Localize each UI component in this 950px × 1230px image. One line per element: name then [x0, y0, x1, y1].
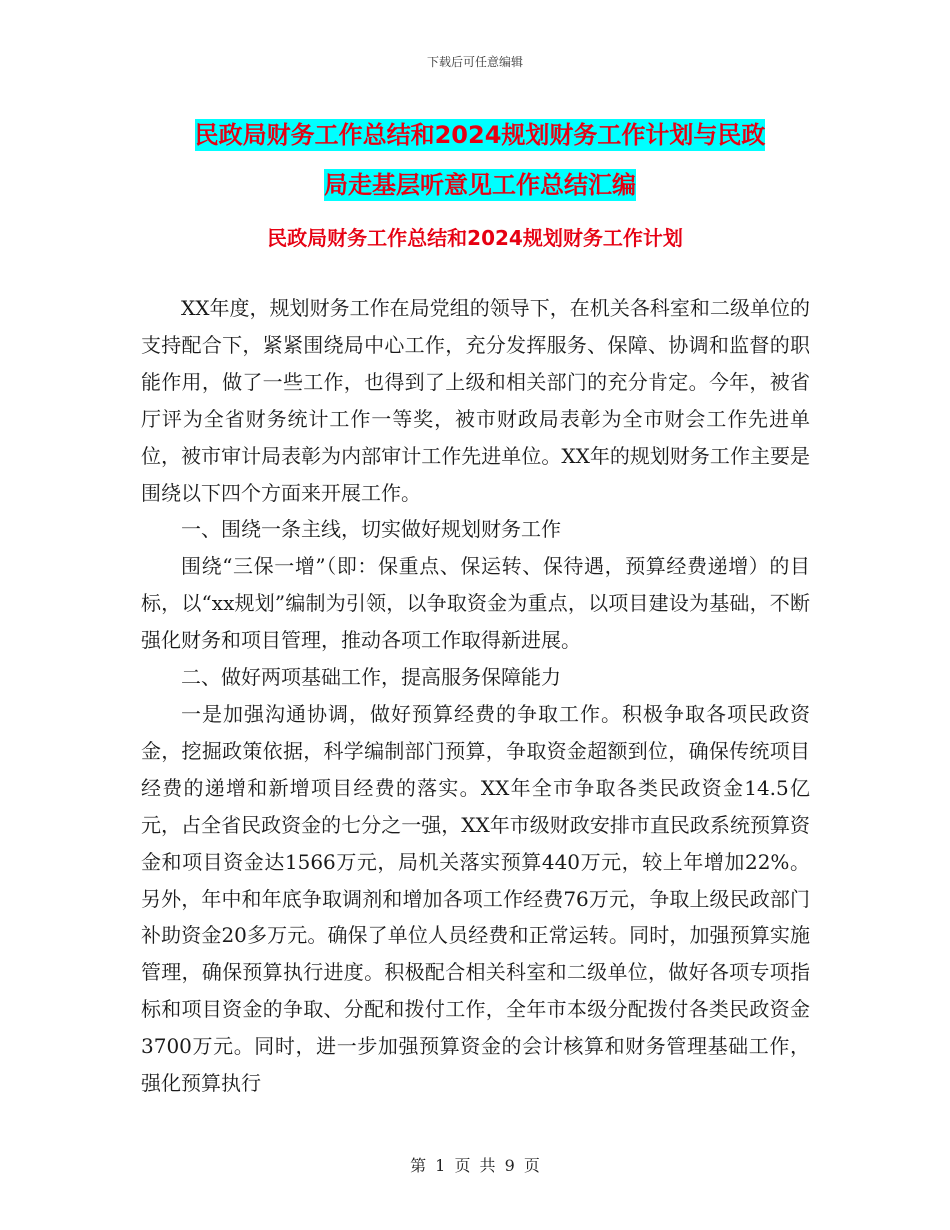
document-title-line-1: 民政局财务工作总结和2024规划财务工作计划与民政 [194, 121, 766, 149]
document-title-line-2: 局走基层听意见工作总结汇编 [324, 171, 636, 199]
page-number: 第 1 页 共 9 页 [410, 1156, 540, 1175]
paragraph-two: 一是加强沟通协调，做好预算经费的争取工作。积极争取各项民政资金，挖掘政策依据，科学编制部门预算，争取资金超额到位，确保传统项目经费的递增和新增项目经费的落实。XX年全市争取各类民政资金14.5亿元，占全省民政资金的七分之一强，XX年市级财政安排市直民政系统预算资金和项目资金达1566万元，局机关落实预算440万元，较上年增加22%。另外，年中和年底争取调剂和增加各项工作经费76万元，争取上级民政部门补助资金20多万元。确保了单位人员经费和正常运转。同时，加强预算实施管理，确保预算执行进度。积极配合相关科室和二级单位，做好各项专项指标和项目资金的争取、分配和拨付工作，全年市本级分配拨付各类民政资金3700万元。同时，进一步加强预算资金的会计核算和财务管理基础工作，强化预算执行 [141, 701, 810, 1096]
document-title [140, 110, 820, 210]
section-title: 民政局财务工作总结和2024规划财务工作计划 [267, 226, 683, 250]
paragraph-intro: XX年度，规划财务工作在局党组的领导下，在机关各科室和二级单位的支持配合下，紧紧围绕局中心工作，充分发挥服务、保障、协调和监督的职能作用，做了一些工作，也得到了上级和相关部门的充分肯定。今年，被省厅评为全省财务统计工作一等奖，被市财政局表彰为全市财会工作先进单位，被市审计局表彰为内部审计工作先进单位。XX年的规划财务工作主要是围绕以下四个方面来开展工作。 [141, 296, 810, 505]
body-text [141, 290, 810, 1102]
header-note: 下载后可任意编辑 [426, 55, 523, 69]
paragraph-one: 围绕“三保一增”（即：保重点、保运转、保待遇，预算经费递增）的目标，以“xx规划”编制为引领，以争取资金为重点，以项目建设为基础，不断强化财务和项目管理，推动各项工作取得新进展。 [141, 554, 810, 653]
heading-one: 一、围绕一条主线，切实做好规划财务工作 [181, 517, 561, 542]
heading-two: 二、做好两项基础工作，提高服务保障能力 [181, 665, 561, 690]
